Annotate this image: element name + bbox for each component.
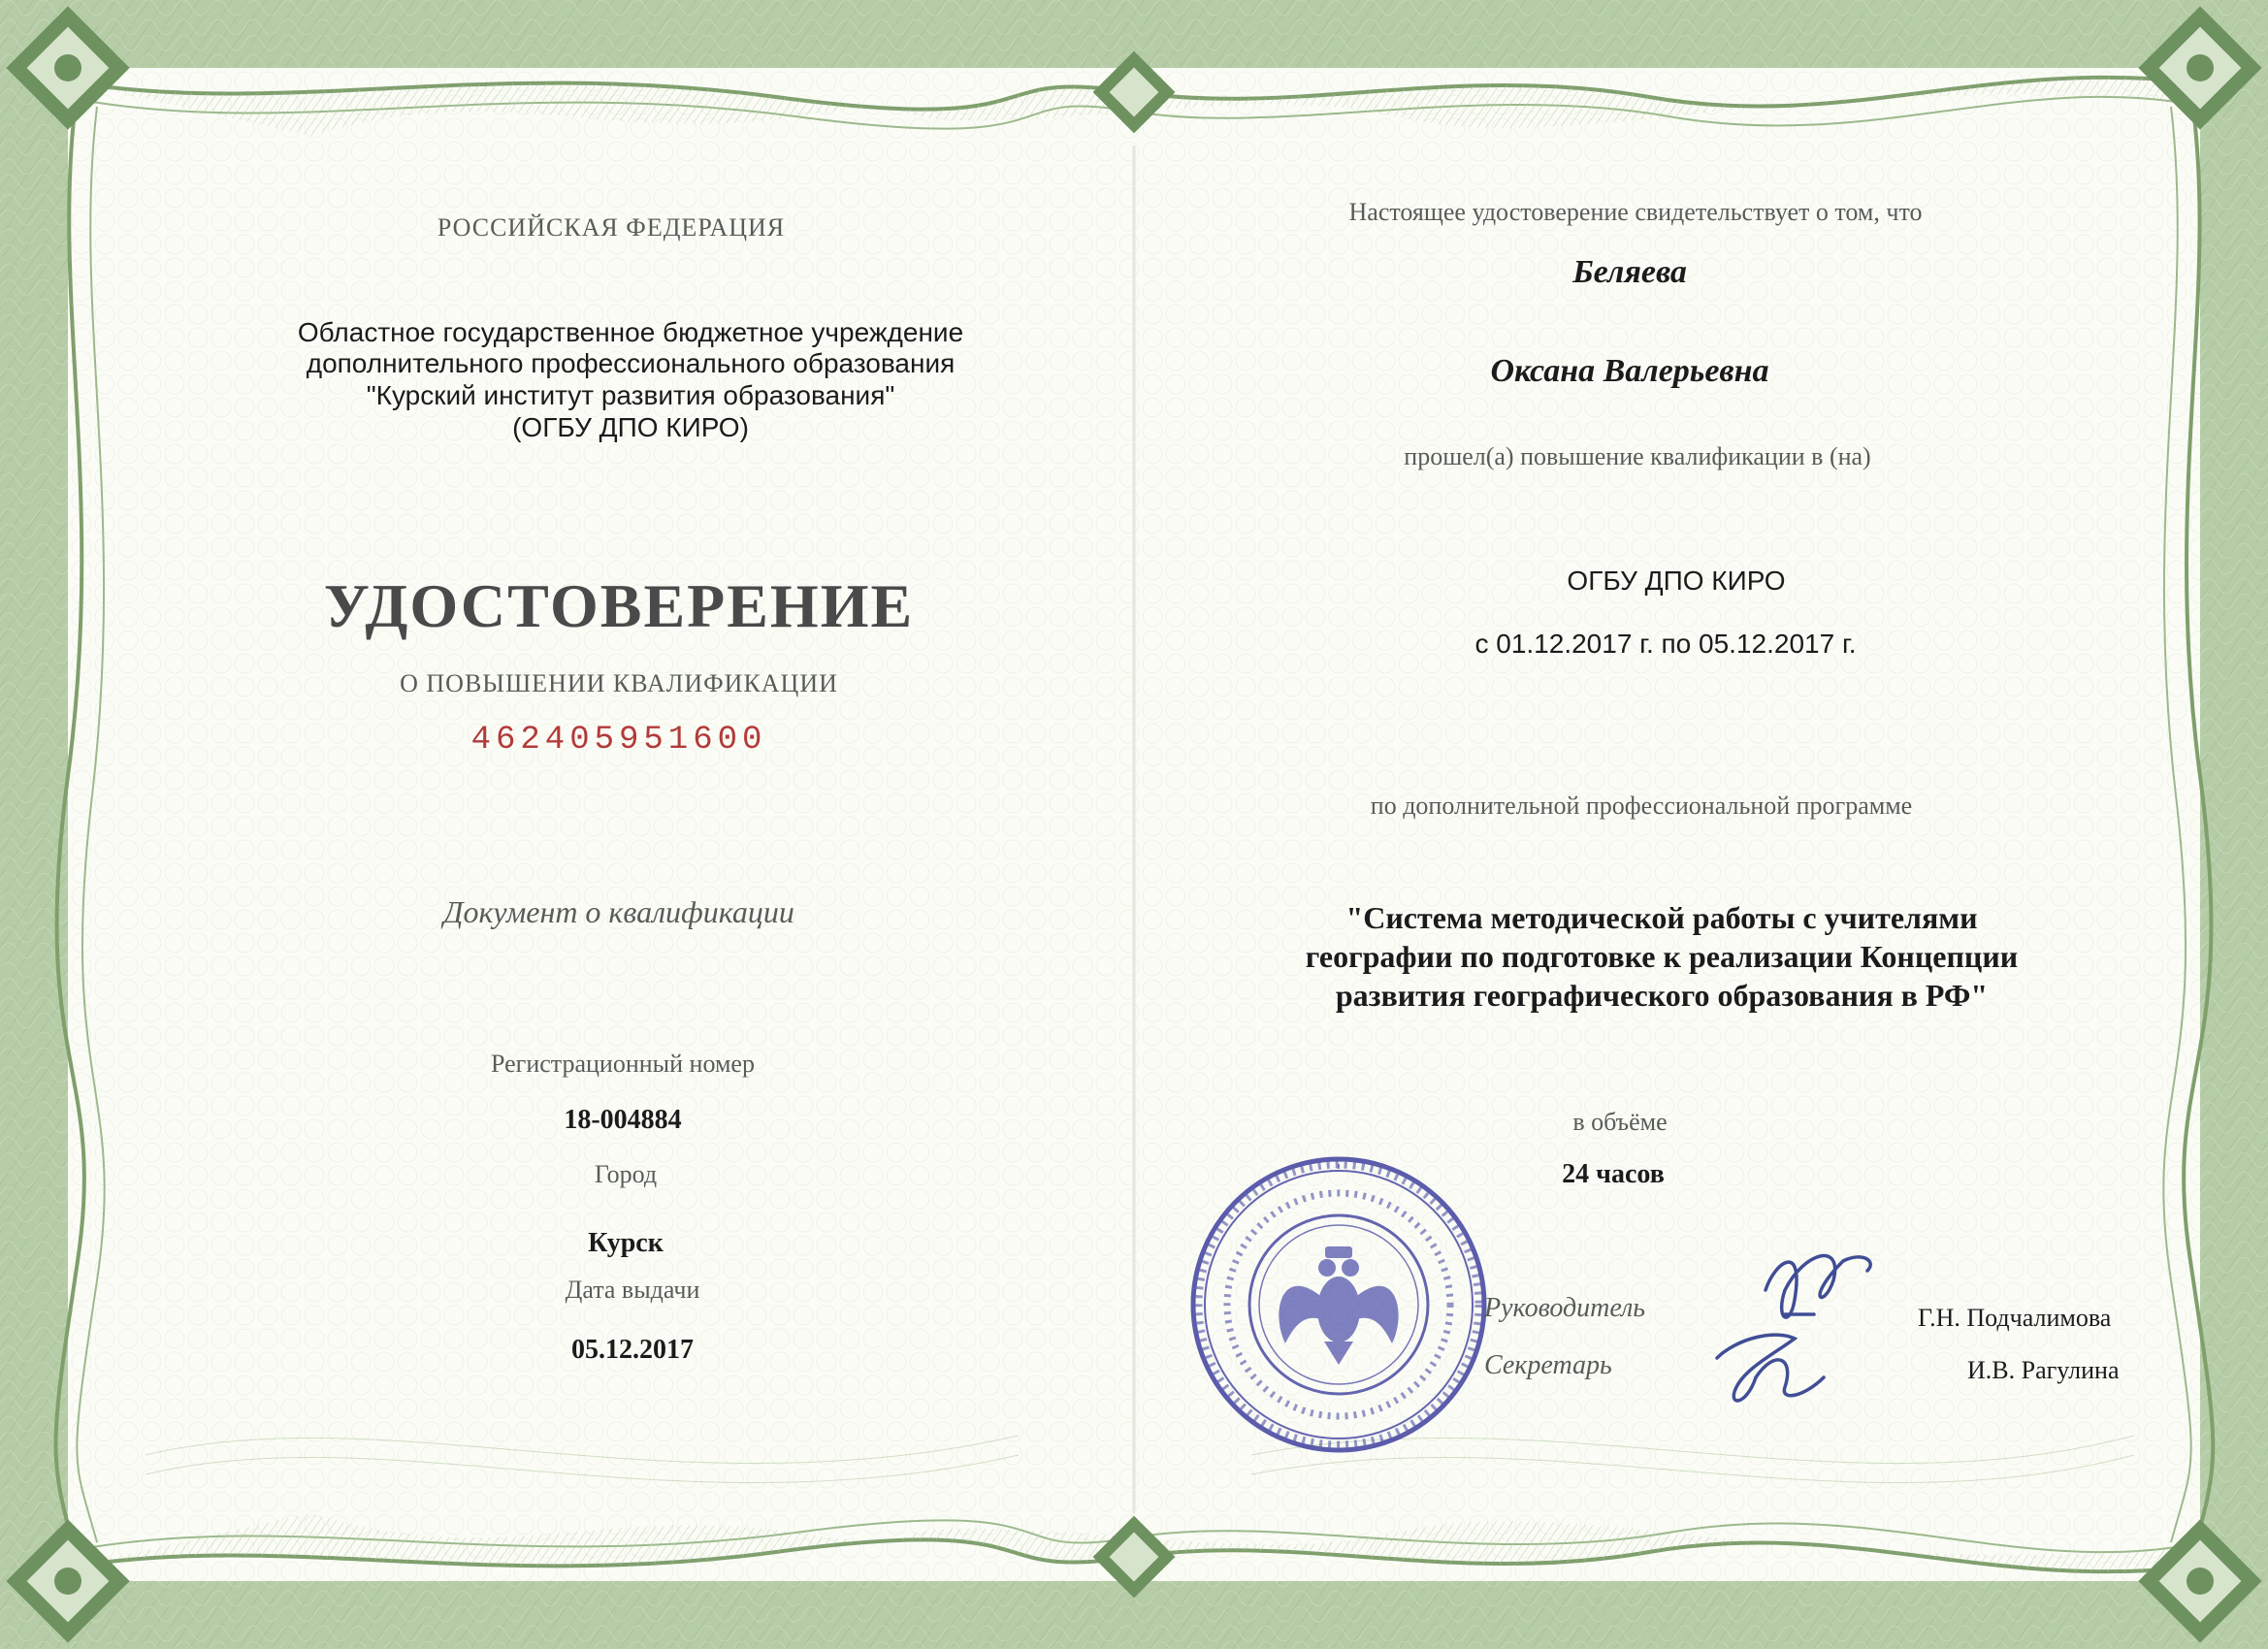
- city-value: Курск: [588, 1228, 664, 1258]
- city-label: Город: [594, 1160, 658, 1188]
- secretary-label: Секретарь: [1484, 1350, 1612, 1380]
- training-period: с 01.12.2017 г. по 05.12.2017 г.: [1474, 629, 1857, 659]
- program-label: по дополнительной профессиональной программе: [1370, 792, 1913, 820]
- issue-date-label: Дата выдачи: [565, 1276, 700, 1304]
- organization-name: ОГБУ ДПО КИРО: [1567, 566, 1786, 596]
- program-title-line-2: географии по подготовке к реализации Концепции: [1305, 939, 2019, 974]
- volume-hours: 24 часов: [1562, 1159, 1665, 1189]
- institution-line-4: (ОГБУ ДПО КИРО): [512, 412, 749, 442]
- certificate-subtitle: О ПОВЫШЕНИИ КВАЛИФИКАЦИИ: [400, 669, 838, 697]
- institution-line-1: Областное государственное бюджетное учреждение: [297, 317, 964, 347]
- program-title-line-3: развития географического образования в РФ": [1335, 978, 1989, 1013]
- director-name: Г.Н. Подчалимова: [1918, 1304, 2112, 1332]
- institution-line-2: дополнительного профессионального образования: [306, 348, 956, 378]
- holder-given-names: Оксана Валерьевна: [1490, 353, 1769, 389]
- program-title-line-1: "Система методической работы с учителями: [1345, 900, 1978, 935]
- country-label: РОССИЙСКАЯ ФЕДЕРАЦИЯ: [437, 213, 786, 242]
- registration-number: 18-004884: [564, 1105, 682, 1135]
- intro-text: Настоящее удостоверение свидетельствует о том, что: [1348, 198, 1923, 226]
- document-type: Документ о квалификации: [443, 894, 794, 929]
- registration-label: Регистрационный номер: [491, 1050, 755, 1078]
- director-label: Руководитель: [1484, 1293, 1646, 1323]
- holder-surname: Беляева: [1572, 254, 1687, 290]
- volume-label: в объёме: [1572, 1108, 1668, 1136]
- certificate-title: УДОСТОВЕРЕНИЕ: [323, 571, 915, 640]
- passed-text: прошел(а) повышение квалификации в (на): [1404, 442, 1871, 470]
- serial-number: 462405951600: [470, 722, 767, 759]
- secretary-name: И.В. Рагулина: [1967, 1356, 2120, 1384]
- issue-date: 05.12.2017: [571, 1335, 694, 1365]
- institution-line-3: "Курский институт развития образования": [366, 380, 895, 410]
